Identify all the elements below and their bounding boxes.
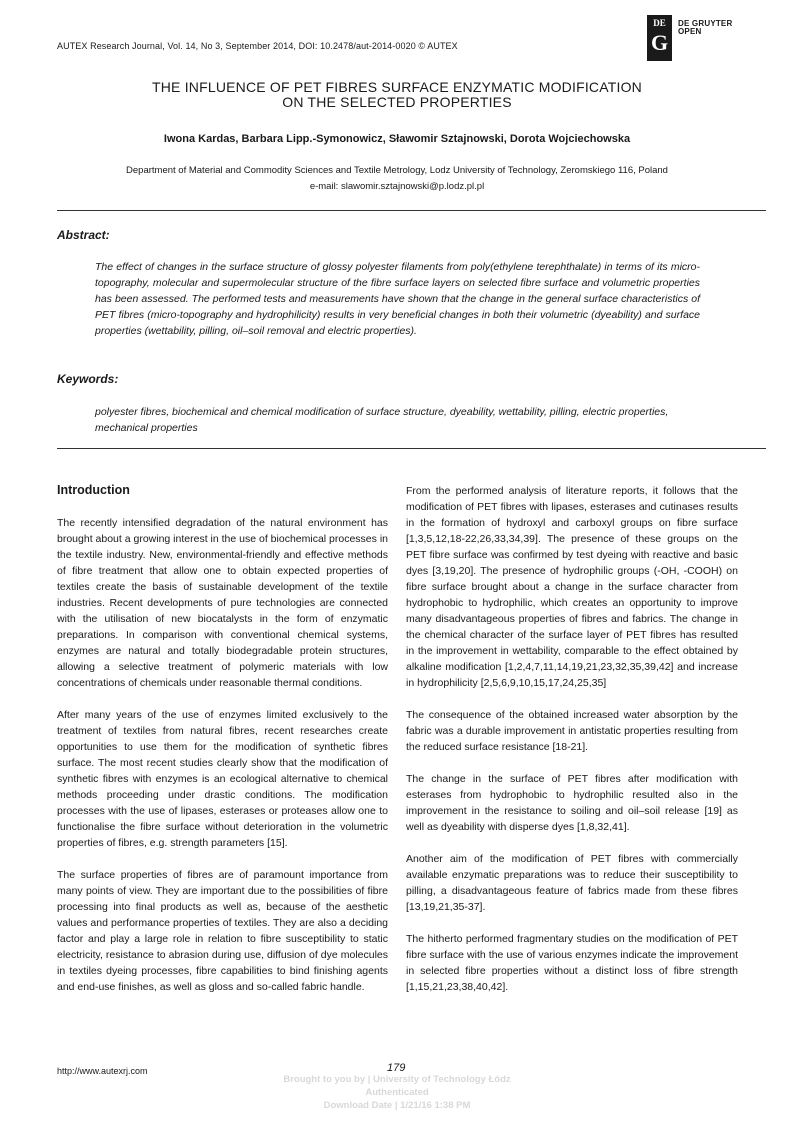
affiliation-block xyxy=(57,163,737,195)
publisher-name xyxy=(678,20,732,36)
paragraph: The change in the surface of PET fibres after modification with esterases from hydrophobic to hydrophilic resulted also in the improvement in the resistance to soiling and oil–soil release [19] as well as dyeability with disperse dyes [1,8,32,41]. xyxy=(406,773,738,833)
keywords-text: polyester fibres, biochemical and chemical modification of surface structure, dyeability, wettability, pilling, electric properties, mechanical properties xyxy=(95,406,669,434)
logo-g: G xyxy=(650,30,669,55)
divider-top xyxy=(57,210,766,211)
de-gruyter-logo-icon xyxy=(647,15,672,61)
right-column xyxy=(406,483,738,1011)
abstract-text: The effect of changes in the surface structure of glossy polyester filaments from poly(ethylene terephthalate) in terms of its micro-topography, molecular and supermolecular structure of the fibre surface layers on selected fibre surface and volumetric properties has been assessed. The performed tests and measurements have shown that the change in the general surface characteristics of PET fibres (micro-topography and hydrophilicity) results in very beneficial changes in both their volumetric (dyeability) and surface properties (wettability, pilling, oil–soil removal and electric properties). xyxy=(95,261,700,337)
authors: Iwona Kardas, Barbara Lipp.-Symonowicz, Sławomir Sztajnowski, Dorota Wojciechowska xyxy=(163,133,631,145)
divider-bottom xyxy=(57,448,766,449)
keywords-heading: Keywords: xyxy=(57,372,119,386)
publisher-name-line2: OPEN xyxy=(678,27,702,36)
paragraph: The surface properties of fibres are of paramount importance from many points of view. They are important due to the possibilities of fibre processing into final products as well as, because of the aesthetic values and performance properties of textiles. They are also a deciding factor and play a large role in relation to fibre susceptibility to static electricity, resistance to abrasion during use, diffusion of dye molecules in textiles dyeing processes, fibre capabilities to bind finishing agents and end-use finishes, as well as gloss and so-called fabric handle. xyxy=(57,869,388,993)
watermark-line3: Download Date | 1/21/16 1:38 PM xyxy=(323,1100,471,1111)
paragraph: The consequence of the obtained increased water absorption by the fabric was a durable improvement in antistatic properties resulting from the reduced surface resistance [18-21]. xyxy=(406,709,738,753)
footer-url[interactable]: http://www.autexrj.com xyxy=(57,1066,148,1076)
paragraph: The hitherto performed fragmentary studies on the modification of PET fibre surface with the use of various enzymes indicate the improvement in selected fibre properties without a distinct loss of fibre strength [1,15,21,23,38,40,42]. xyxy=(406,933,738,993)
paper-title xyxy=(57,80,737,110)
paper-title-line1: THE INFLUENCE OF PET FIBRES SURFACE ENZYMATIC MODIFICATION xyxy=(152,79,642,95)
watermark-line2: Authenticated xyxy=(365,1087,429,1098)
email: e-mail: slawomir.sztajnowski@p.lodz.pl.pl xyxy=(309,181,485,192)
paragraph: From the performed analysis of literature reports, it follows that the modification of PET fibres with lipases, esterases and cutinases results in the formation of hydroxyl and carboxyl groups on fibre surface [1,3,5,12,18-22,26,33,34,39]. The presence of these groups on the PET fibre surface was confirmed by test dyeing with reactive and basic dyes [3,19,20]. The presence of hydrophilic groups (-OH, -COOH) on fibre surface brought about a change in the surface character from hydrophobic to hydrophilic, which creates an opportunity to improve many disadvantageous properties of fibres and fabrics. The change in the chemical character of the surface layer of PET fibres has resulted in the improvement in wettability, comparable to the effect obtained by alkaline modification [1,2,4,7,11,14,19,21,23,32,35,39,42] and increase in hydrophilicity [2,5,6,9,10,15,17,24,25,35] xyxy=(406,485,738,689)
paragraph: Another aim of the modification of PET fibres with commercially available enzymatic preparations was to reduce their susceptibility to pilling, a disadvantageous feature of fabrics made from these fibres [13,19,21,35-37]. xyxy=(406,853,738,913)
watermark-line1: Brought to you by | University of Technology Łódz xyxy=(283,1074,511,1085)
paper-title-line2: ON THE SELECTED PROPERTIES xyxy=(282,94,512,110)
logo-de: DE xyxy=(653,18,666,28)
page-number: 179 xyxy=(387,1062,406,1074)
journal-header: AUTEX Research Journal, Vol. 14, No 3, September 2014, DOI: 10.2478/aut-2014-0020 © AUTEX xyxy=(57,41,458,51)
publisher-name-line1: DE GRUYTER xyxy=(678,19,733,28)
left-column xyxy=(57,515,388,1011)
download-watermark xyxy=(247,1073,547,1112)
introduction-heading: Introduction xyxy=(57,483,130,497)
paragraph: After many years of the use of enzymes limited exclusively to the treatment of textiles from natural fibres, recent researches create opportunities to use them for the modification of synthetic fibres surface. The most recent studies clearly show that the modification of synthetic fibres with enzymes is an ecological alternative to chemical methods proceeding under drastic conditions. The modification processes with the use of lipases, esterases or proteases allow one to functionalise the fibre surface without deterioration in the volumetric properties of fibres, e.g. strength parameters [15]. xyxy=(57,709,388,849)
paragraph: The recently intensified degradation of the natural environment has brought about a growing interest in the use of biochemical processes in the textile industry. New, environmental-friendly and effective methods of fibre treatment that allow one to obtain expected properties of textiles create the basis of sustainable development of the textile industries. Recent developments of pure technologies are connected with the utilisation of new biocatalysts in the form of enzymatic preparations. In comparison with conventional chemical systems, enzymes are natural and totally biodegradable protein structures, allowing a selective treatment of polymeric materials with low concentrations of chemicals under reasonable thermal conditions. xyxy=(57,517,388,689)
abstract-heading: Abstract: xyxy=(57,228,110,242)
affiliation: Department of Material and Commodity Sciences and Textile Metrology, Lodz University of Technology, Zeromskiego 116, Poland xyxy=(126,165,668,176)
